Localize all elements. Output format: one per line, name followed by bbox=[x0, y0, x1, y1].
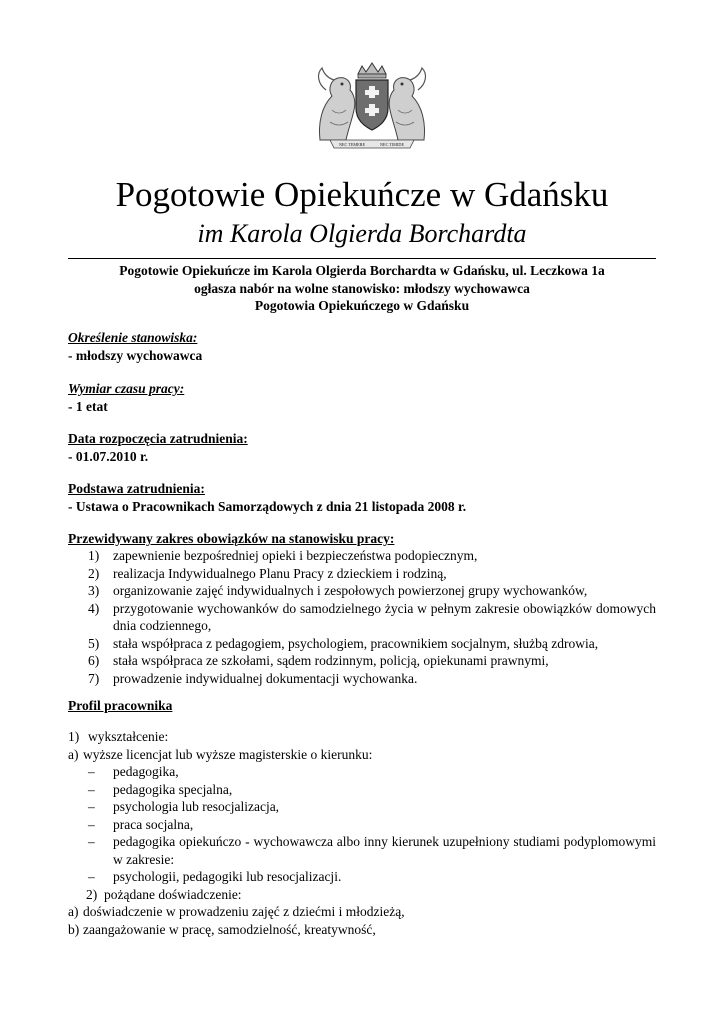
position-value: - młodszy wychowawca bbox=[68, 347, 203, 363]
gdansk-coat-of-arms-icon bbox=[312, 60, 432, 150]
worktime-section bbox=[68, 380, 658, 415]
page-subtitle: im Karola Olgierda Borchardta bbox=[197, 219, 527, 248]
duties-heading: Przewidywany zakres obowiązków na stanowisku pracy: bbox=[68, 531, 395, 546]
intro-line: Pogotowie Opiekuńcze im Karola Olgierda Borchardta w Gdańsku, ul. Leczkowa 1a bbox=[119, 263, 605, 278]
start-date-section bbox=[68, 430, 658, 465]
profile-heading-block bbox=[68, 697, 658, 715]
basis-heading: Podstawa zatrudnienia: bbox=[68, 481, 205, 496]
profile-list bbox=[68, 728, 656, 938]
basis-value: - Ustawa o Pracownikach Samorządowych z dnia 21 listopada 2008 r. bbox=[68, 498, 467, 514]
worktime-value: - 1 etat bbox=[68, 398, 108, 414]
list-item: 4) przygotowanie wychowanków do samodzielnego życia w pełnym zakresie obowiązków domowych dnia codziennego, bbox=[88, 600, 656, 633]
list-item: 5) stała współpraca z pedagogiem, psychologiem, pracownikiem socjalnym, służbą zdrowia, bbox=[88, 635, 599, 651]
list-item: 1) wykształcenie: bbox=[68, 729, 169, 744]
position-section bbox=[68, 329, 658, 364]
list-item: b) zaangażowanie w pracę, samodzielność, kreatywność, bbox=[68, 921, 376, 937]
list-item: 2) realizacja Indywidualnego Planu Pracy z dzieckiem i rodziną, bbox=[88, 565, 447, 581]
header-divider bbox=[68, 258, 656, 259]
crest-motto-left: NEC TEMERE bbox=[338, 142, 366, 147]
worktime-heading: Wymiar czasu pracy: bbox=[68, 381, 185, 396]
list-item: – pedagogika, bbox=[88, 764, 179, 779]
position-heading: Określenie stanowiska: bbox=[68, 330, 198, 345]
list-item: 2) pożądane doświadczenie: bbox=[86, 886, 242, 902]
list-item: 1) zapewnienie bezpośredniej opieki i bezpieczeństwa podopiecznym, bbox=[88, 548, 478, 563]
list-item: 7) prowadzenie indywidualnej dokumentacji wychowanka. bbox=[88, 670, 418, 686]
list-item: – psychologii, pedagogiki lub resocjalizacji. bbox=[88, 869, 342, 884]
duties-list bbox=[88, 547, 656, 687]
basis-section bbox=[68, 480, 658, 515]
page-title: Pogotowie Opiekuńcze w Gdańsku bbox=[115, 175, 609, 214]
profile-heading: Profil pracownika bbox=[68, 698, 173, 713]
list-item: – psychologia lub resocjalizacja, bbox=[88, 799, 280, 814]
crest-motto-right: NEC TIMIDE bbox=[380, 142, 404, 147]
intro-line: Pogotowia Opiekuńczego w Gdańsku bbox=[254, 298, 470, 313]
start-date-heading: Data rozpoczęcia zatrudnienia: bbox=[68, 431, 248, 446]
duties-heading-block bbox=[68, 530, 658, 548]
list-item: 3) organizowanie zajęć indywidualnych i zespołowych powierzonej grupy wychowanków, bbox=[88, 583, 588, 598]
list-item: a) doświadczenie w prowadzeniu zajęć z dziećmi i młodzieżą, bbox=[68, 904, 405, 919]
list-item: – pedagogika opiekuńczo - wychowawcza albo inny kierunek uzupełniony studiami podyplomowymi w zakresie: bbox=[88, 834, 656, 867]
list-item: 6) stała współpraca ze szkołami, sądem rodzinnym, policją, opiekunami prawnymi, bbox=[88, 653, 549, 668]
intro-line: ogłasza nabór na wolne stanowisko: młodszy wychowawca bbox=[194, 280, 530, 296]
announcement-intro bbox=[68, 262, 656, 315]
start-date-value: - 01.07.2010 r. bbox=[68, 448, 149, 464]
list-item: – praca socjalna, bbox=[88, 816, 194, 832]
list-item: – pedagogika specjalna, bbox=[88, 781, 233, 797]
list-item: a) wyższe licencjat lub wyższe magisterskie o kierunku: bbox=[68, 746, 373, 762]
